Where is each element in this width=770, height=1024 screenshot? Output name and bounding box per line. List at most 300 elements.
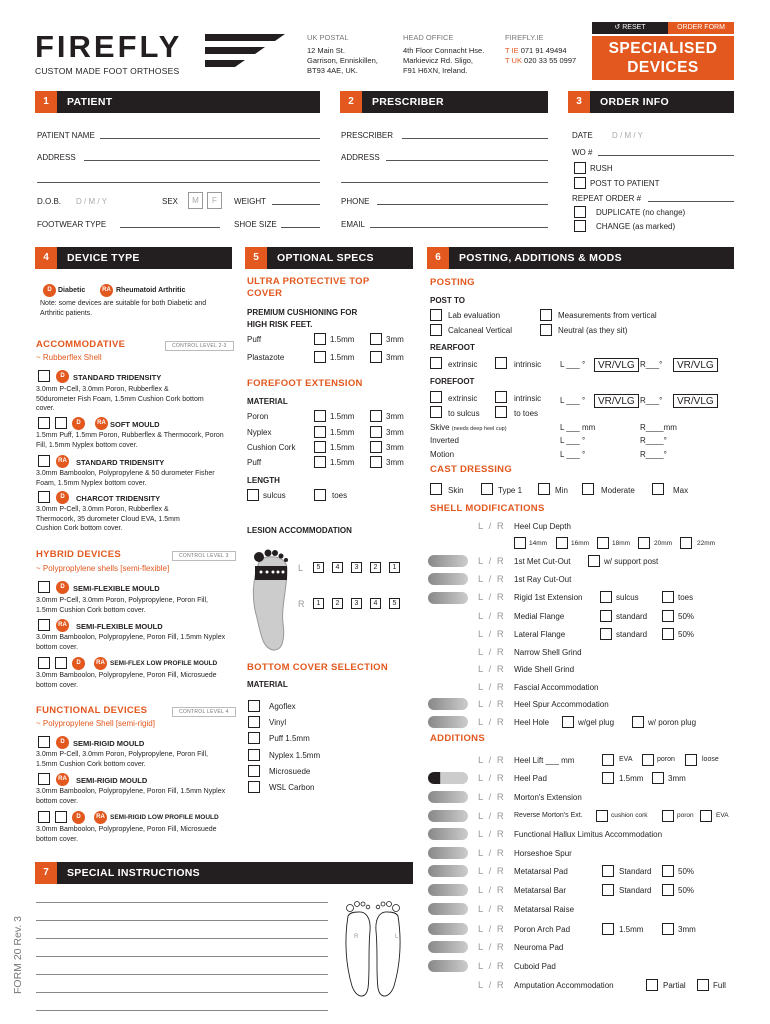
m3-ra-badge: RA [56,455,69,468]
lift-loose-label: loose [702,756,719,763]
fore-extrinsic-checkbox[interactable] [430,391,442,403]
rear-intrinsic-checkbox[interactable] [495,357,507,369]
plast-3-checkbox[interactable] [370,351,382,363]
lesion-l-3[interactable]: 3 [351,562,362,573]
logo-tagline: CUSTOM MADE FOOT ORTHOSES [35,66,180,76]
foot-icon-hole [428,716,468,728]
ff-nyplex-3-label: 3mm [386,428,404,437]
lesion-heading: LESION ACCOMMODATION [247,526,352,535]
lesion-l-2[interactable]: 2 [370,562,381,573]
plast-15-label: 1.5mm [330,353,355,362]
metpad-standard-checkbox[interactable] [602,865,614,877]
foot-icon-cuboid [428,960,468,972]
fascial-label: Fascial Accommodation [514,683,599,692]
length-toes-label: toes [332,491,348,500]
to-toes-label: to toes [514,409,539,418]
lr-morton[interactable]: L / R [478,792,506,803]
date-field[interactable]: D / M / Y [612,131,643,140]
morton-label: Morton's Extension [514,793,582,802]
lesion-r-5[interactable]: 5 [389,598,400,609]
lateral-50-checkbox[interactable] [662,628,674,640]
head-office-heading: HEAD OFFICE [403,33,454,42]
accommodative-control-level: CONTROL LEVEL 2-3 [165,341,234,351]
hc-14-label: 14mm [529,540,548,547]
calcaneal-label: Calcaneal Vertical [448,326,513,335]
repeat-order-field[interactable] [648,201,734,202]
lr-rev[interactable]: L / R [478,811,506,822]
amp-full-label: Full [713,981,726,990]
rigid-sulcus-checkbox[interactable] [600,591,612,603]
medial-standard-label: standard [616,612,648,621]
ra-badge: RA [100,284,113,297]
plast-15-checkbox[interactable] [314,351,326,363]
lift-eva-checkbox[interactable] [602,754,614,766]
to-sulcus-checkbox[interactable] [430,406,442,418]
lr-arch[interactable]: L / R [478,924,506,935]
section-3-number: 3 [568,91,590,113]
to-toes-checkbox[interactable] [495,406,507,418]
rev-label: Reverse Morton's Ext. [514,812,583,819]
m7-desc: 3.0mm Bamboolon, Polypropylene, Poron Fill, Microsuede bottom cover. [36,672,217,689]
lr-horse[interactable]: L / R [478,848,506,859]
rear-extrinsic-label: extrinsic [448,360,478,369]
calcaneal-checkbox[interactable] [430,324,442,336]
section-prescriber-bar [340,91,548,113]
lateral-standard-checkbox[interactable] [600,628,612,640]
lateral-50-label: 50% [678,630,695,639]
lr-hole[interactable]: L / R [478,717,506,728]
plastazote-label: Plastazote [247,353,285,362]
lr-fhl[interactable]: L / R [478,829,506,840]
device-note: Note: some devices are suitable for both Diabetic and Arthritic patients. [40,300,207,317]
cast-min-checkbox[interactable] [538,483,550,495]
logo-wordmark: FIREFLY [35,29,183,64]
lift-eva-label: EVA [619,756,633,763]
ff-puff-label: Puff [247,458,262,467]
lr-cuboid[interactable]: L / R [478,961,506,972]
ff-nyplex-3-checkbox[interactable] [370,426,382,438]
wo-label: WO # [572,148,593,157]
phone-uk: 020 33 55 0997 [524,56,577,65]
special-line-1[interactable] [36,902,328,903]
cuboid-label: Cuboid Pad [514,962,556,971]
additions-heading: ADDITIONS [430,733,485,744]
m7-checkbox-d[interactable] [38,657,50,669]
m10-checkbox-ra[interactable] [55,811,67,823]
shoe-size-field[interactable] [281,227,320,228]
length-sulcus-label: sulcus [263,491,286,500]
repeat-order-label: REPEAT ORDER # [572,194,642,203]
skive-left[interactable]: L ___ mm [560,423,596,432]
cast-skin-checkbox[interactable] [430,483,442,495]
cast-max-checkbox[interactable] [652,483,664,495]
puff-label: Puff [247,335,262,344]
section-4-title: DEVICE TYPE [67,252,140,264]
pad-3-checkbox[interactable] [652,772,664,784]
neutral-checkbox[interactable] [540,324,552,336]
hc-18-checkbox[interactable] [597,537,609,549]
metbar-label: Metatarsal Bar [514,886,567,895]
lr-narrow[interactable]: L / R [478,647,506,658]
lr-wide[interactable]: L / R [478,664,506,675]
bottom-cover-heading: BOTTOM COVER SELECTION [247,662,389,673]
metpad-50-checkbox[interactable] [662,865,674,877]
m10-desc: 3.0mm Bamboolon, Polypropylene, Poron Fill, Microsuede bottom cover. [36,826,217,843]
lesion-l-4[interactable]: 4 [332,562,343,573]
wide-label: Wide Shell Grind [514,665,575,674]
special-line-5[interactable] [36,974,328,975]
lr-fascial[interactable]: L / R [478,682,506,693]
ff-puff-15-checkbox[interactable] [314,456,326,468]
m9-desc: 3.0mm Bamboolon, Polypropylene, Poron Fill, 1.5mm Nyplex bottom cover. [36,788,226,805]
lateral-standard-label: standard [616,630,648,639]
special-line-3[interactable] [36,938,328,939]
medial-50-checkbox[interactable] [662,610,674,622]
lr-pad[interactable]: L / R [478,773,506,784]
rear-left-deg[interactable]: L ___ ° [560,360,586,369]
amp-partial-label: Partial [663,981,686,990]
m2-checkbox-d[interactable] [38,417,50,429]
m1-d-badge: D [56,370,69,383]
m5-checkbox[interactable] [38,581,50,593]
lift-label: Heel Lift ___ mm [514,756,575,765]
footwear-field[interactable] [120,227,220,228]
special-line-4[interactable] [36,956,328,957]
order-form-button[interactable] [668,22,734,34]
lr-lateral[interactable]: L / R [478,629,506,640]
pad-15-label: 1.5mm [619,774,644,783]
foot-icon-spur [428,698,468,710]
special-line-6[interactable] [36,992,328,993]
reset-button[interactable] [592,22,668,34]
special-feet-l: L [395,934,399,940]
hc-22-checkbox[interactable] [680,537,692,549]
cast-type1-checkbox[interactable] [481,483,493,495]
ff-poron-15-checkbox[interactable] [314,410,326,422]
patient-address-label: ADDRESS [37,153,76,162]
amp-partial-checkbox[interactable] [646,979,658,991]
ra-label: Rheumatoid Arthritic [116,287,186,294]
medial-standard-checkbox[interactable] [600,610,612,622]
horse-label: Horseshoe Spur [514,849,572,858]
m10-ra-badge: RA [94,811,107,824]
lr-metbar[interactable]: L / R [478,885,506,896]
hc-22-label: 22mm [697,540,716,547]
wsupport-checkbox[interactable] [588,555,600,567]
pad-15-checkbox[interactable] [602,772,614,784]
prescriber-name-field[interactable] [402,138,548,139]
m5-d-badge: D [56,581,69,594]
m4-desc: 3.0mm P-Cell, 3.0mm Poron, Rubberflex & Thermocork, 35 durometer Cloud EVA, 1.5mm Cushion Cork bottom cover. [36,506,180,532]
amp-full-checkbox[interactable] [697,979,709,991]
rev-eva-label: EVA [716,812,729,819]
lab-eval-checkbox[interactable] [430,309,442,321]
section-5-number: 5 [245,247,267,269]
spur-label: Heel Spur Accommodation [514,700,609,709]
length-toes-checkbox[interactable] [314,489,326,501]
rev-poron-checkbox[interactable] [662,810,674,822]
ff-poron-15-label: 1.5mm [330,412,355,421]
sex-m-checkbox[interactable] [188,192,203,209]
m9-ra-badge: RA [56,773,69,786]
metbar-standard-checkbox[interactable] [602,884,614,896]
phone-ie: 071 91 49494 [520,46,567,55]
hc-14-checkbox[interactable] [514,537,526,549]
lesion-r-1[interactable]: 1 [313,598,324,609]
cast-min-label: Min [555,486,568,495]
lr-metpad[interactable]: L / R [478,866,506,877]
skive-right[interactable]: R____mm [640,423,677,432]
change-checkbox[interactable] [574,220,586,232]
lr-heelcup[interactable]: L / R [478,521,506,532]
functional-heading: FUNCTIONAL DEVICES [36,705,148,716]
lesion-r-3[interactable]: 3 [351,598,362,609]
to-sulcus-label: to sulcus [448,409,480,418]
bc-puff-label: Puff 1.5mm [269,734,310,743]
m2-desc: 1.5mm Puff, 1.5mm Poron, Rubberflex & Thermocork, Poron Fill, 1.5mm Nyplex bottom cover. [36,432,224,449]
cast-skin-label: Skin [448,486,464,495]
foot-icon-fhl [428,828,468,840]
arch-3-checkbox[interactable] [662,923,674,935]
prescriber-address-field[interactable] [386,160,548,161]
email-field[interactable] [370,227,548,228]
lesion-r-4[interactable]: 4 [370,598,381,609]
ff-nyplex-15-label: 1.5mm [330,428,355,437]
lr-lift[interactable]: L / R [478,755,506,766]
special-line-7[interactable] [36,1010,328,1011]
lr-metraise[interactable]: L / R [478,904,506,915]
poron-plug-checkbox[interactable] [632,716,644,728]
section-order-info-bar [568,91,734,113]
special-feet-r: R [354,934,359,940]
fore-left-deg[interactable]: L ___ ° [560,396,586,405]
m3-checkbox[interactable] [38,455,50,467]
m5-name: SEMI-FLEXIBLE MOULD [73,584,160,593]
lr-spur[interactable]: L / R [478,699,506,710]
rev-poron-label: poron [677,812,694,819]
inverted-left[interactable]: L ___ ° [560,436,586,445]
rev-cork-checkbox[interactable] [596,810,608,822]
ultra-heading: ULTRA PROTECTIVE TOP COVER [247,276,370,299]
foot-icon-horse [428,847,468,859]
motion-right[interactable]: R____° [640,450,667,459]
shell-mods-heading: SHELL MODIFICATIONS [430,503,545,514]
lr-medial[interactable]: L / R [478,611,506,622]
special-line-2[interactable] [36,920,328,921]
sex-m-label: M [192,196,199,205]
m9-name: SEMI-RIGID MOULD [76,776,148,785]
rear-right-vr[interactable]: VR/VLG [673,358,718,372]
lr-ray1[interactable]: L / R [478,574,506,585]
section-2-title: PRESCRIBER [372,96,444,108]
m5-desc: 3.0mm P-Cell, 3.0mm Poron, Polypropylene, Poron Fill, 1.5mm Cushion Cork bottom cover. [36,597,208,614]
fore-left-vr[interactable]: VR/VLG [594,394,639,408]
lesion-right-label: R [298,599,305,609]
section-2-number: 2 [340,91,362,113]
gel-plug-checkbox[interactable] [562,716,574,728]
foot-icon-pad [428,772,468,784]
m7-name: SEMI-FLEX LOW PROFILE MOULD [110,660,218,667]
rear-left-vr[interactable]: VR/VLG [594,358,639,372]
ff-cushion-3-checkbox[interactable] [370,441,382,453]
rev-cork-label: cushion cork [611,812,648,819]
cast-max-label: Max [673,486,689,495]
fore-right-deg[interactable]: R___° [640,396,663,405]
feet-outline-icon [338,896,408,1006]
dob-field[interactable]: D / M / Y [76,197,107,206]
section-optional-specs-bar [245,247,413,269]
lateral-label: Lateral Flange [514,630,566,639]
bc-microsuede-checkbox[interactable] [248,765,260,777]
lesion-l-5[interactable]: 5 [313,562,324,573]
ff-poron-3-checkbox[interactable] [370,410,382,422]
inverted-right[interactable]: R____° [640,436,667,445]
arch-label: Poron Arch Pad [514,925,571,934]
ff-puff-3-label: 3mm [386,458,404,467]
length-sulcus-checkbox[interactable] [247,489,259,501]
ff-puff-3-checkbox[interactable] [370,456,382,468]
lesion-r-2[interactable]: 2 [332,598,343,609]
m6-checkbox[interactable] [38,619,50,631]
metpad-label: Metatarsal Pad [514,867,568,876]
cast-moderate-checkbox[interactable] [582,483,594,495]
title-line-2: DEVICES [627,59,699,76]
hybrid-subtitle: ~ Polyproplylene shells [semi-flexible] [36,564,170,573]
hc-16-checkbox[interactable] [556,537,568,549]
fhl-label: Functional Hallux Limitus Accommodation [514,830,663,839]
bc-carbon-checkbox[interactable] [248,781,260,793]
fore-extrinsic-label: extrinsic [448,394,478,403]
m2-checkbox-ra[interactable] [55,417,67,429]
reset-label: RESET [622,24,646,31]
hybrid-control-level: CONTROL LEVEL 3 [172,551,236,561]
m3-desc: 3.0mm Bamboolon, Polypropylene & 50 durometer Fisher Foam, 1.5mm Nyplex bottom cover. [36,470,215,487]
patient-address-field[interactable] [84,160,320,161]
motion-label: Motion [430,450,455,459]
m1-checkbox[interactable] [38,370,50,382]
order-form-label: ORDER FORM [677,24,725,31]
m7-checkbox-ra[interactable] [55,657,67,669]
rigid-label: Rigid 1st Extension [514,593,583,602]
accommodative-subtitle: ~ Rubberflex Shell [36,353,102,362]
metbar-50-checkbox[interactable] [662,884,674,896]
m10-name: SEMI-RIGID LOW PROFILE MOULD [110,814,219,821]
lesion-l-1[interactable]: 1 [389,562,400,573]
rear-extrinsic-checkbox[interactable] [430,357,442,369]
website-heading: FIREFLY.IE [505,33,544,42]
bc-agoflex-checkbox[interactable] [248,700,260,712]
m2-ra-badge: RA [95,417,108,430]
section-6-number: 6 [427,247,449,269]
uk-line-1: 12 Main St. [307,46,345,55]
bc-nyplex-checkbox[interactable] [248,749,260,761]
sex-label: SEX [162,197,179,206]
wsupport-label: w/ support post [604,557,659,566]
bc-vinyl-checkbox[interactable] [248,716,260,728]
weight-field[interactable] [272,204,320,205]
sex-f-checkbox[interactable] [207,192,222,209]
motion-left[interactable]: L ___ ° [560,450,586,459]
ff-nyplex-15-checkbox[interactable] [314,426,326,438]
weight-label: WEIGHT [234,197,266,206]
section-3-title: ORDER INFO [600,96,669,108]
lesion-left-label: L [298,563,304,573]
patient-name-field[interactable] [100,138,320,139]
m4-d-badge: D [56,491,69,504]
arch-15-checkbox[interactable] [602,923,614,935]
heelcup-label: Heel Cup Depth [514,522,571,531]
medial-50-label: 50% [678,612,695,621]
hc-18-label: 18mm [612,540,631,547]
rush-checkbox[interactable] [574,162,586,174]
m8-checkbox[interactable] [38,736,50,748]
shoe-size-label: SHOE SIZE [234,220,277,229]
forefoot-ext-heading: FOREFOOT EXTENSION [247,378,363,389]
email-label: EMAIL [341,220,366,229]
metpad-standard-label: Standard [619,867,652,876]
cast-moderate-label: Moderate [601,486,635,495]
ff-poron-label: Poron [247,412,269,421]
patient-address-field-2[interactable] [37,182,320,183]
puff-3-checkbox[interactable] [370,333,382,345]
hc-20-checkbox[interactable] [638,537,650,549]
lr-rigid[interactable]: L / R [478,592,506,603]
puff-3-label: 3mm [386,335,404,344]
lr-neuroma[interactable]: L / R [478,942,506,953]
skive-note: (needs deep heel cup) [451,426,507,432]
medial-label: Medial Flange [514,612,565,621]
material-heading: MATERIAL [247,397,288,406]
lift-poron-label: poron [657,756,675,763]
diabetic-badge: D [43,284,56,297]
m9-checkbox[interactable] [38,773,50,785]
bc-puff-checkbox[interactable] [248,732,260,744]
m4-checkbox[interactable] [38,491,50,503]
lr-met1[interactable]: L / R [478,556,506,567]
lift-poron-checkbox[interactable] [642,754,654,766]
rev-eva-checkbox[interactable] [700,810,712,822]
section-1-title: PATIENT [67,96,113,108]
lr-amp[interactable]: L / R [478,980,506,991]
post-to-patient-checkbox[interactable] [574,177,586,189]
hybrid-heading: HYBRID DEVICES [36,549,121,560]
prescriber-address-field-2[interactable] [341,182,548,183]
lift-loose-checkbox[interactable] [685,754,697,766]
duplicate-checkbox[interactable] [574,206,586,218]
bc-microsuede-label: Microsuede [269,767,311,776]
measurements-checkbox[interactable] [540,309,552,321]
phone-field[interactable] [377,204,548,205]
fore-intrinsic-checkbox[interactable] [495,391,507,403]
foot-icon-metpad [428,865,468,877]
section-device-type-bar [35,247,232,269]
foot-icon-metraise [428,903,468,915]
reset-icon: ↺ [614,24,621,31]
rear-right-deg[interactable]: R___° [640,360,663,369]
logo-wing-icon [205,34,285,68]
rigid-toes-checkbox[interactable] [662,591,674,603]
fore-right-vr[interactable]: VR/VLG [673,394,718,408]
ff-cushion-15-checkbox[interactable] [314,441,326,453]
uk-line-3: BT93 4AE, UK. [307,66,358,75]
ray1-label: 1st Ray Cut-Out [514,575,572,584]
patient-name-label: PATIENT NAME [37,131,95,140]
wo-field[interactable] [598,155,734,156]
rearfoot-heading: REARFOOT [430,343,475,352]
puff-15-checkbox[interactable] [314,333,326,345]
m10-checkbox-d[interactable] [38,811,50,823]
uk-postal-address [307,33,378,76]
